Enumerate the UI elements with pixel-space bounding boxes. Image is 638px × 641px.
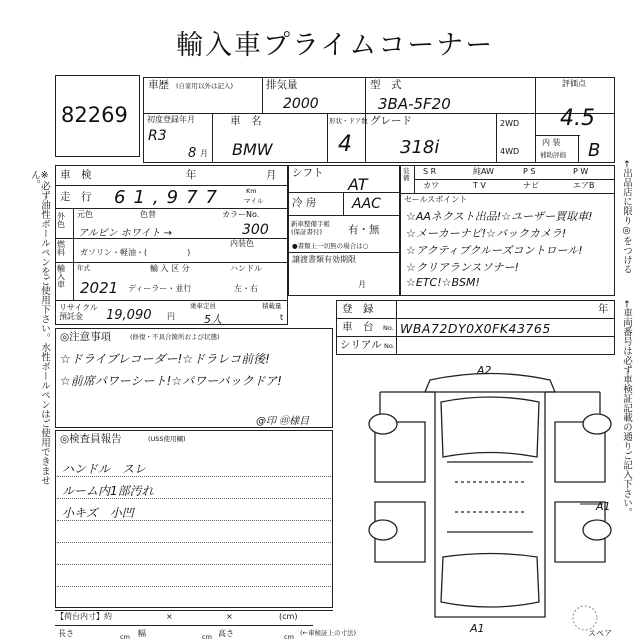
capacity-label: 乗車定員 xyxy=(190,302,216,310)
doors-label: 形状・ドア数 xyxy=(329,117,368,125)
width-unit: cm xyxy=(202,633,212,641)
equip-cell: 純AW xyxy=(473,167,494,176)
interior-sub: 補助評価 xyxy=(540,151,566,159)
shaken-label: 車 検 xyxy=(60,169,92,181)
damage-mark-a1-bottom: A1 xyxy=(470,622,485,635)
recycle-label: リサイクル 預託金 xyxy=(59,303,98,322)
page-title: 輸入車プライムコーナー xyxy=(176,30,495,61)
orig-color-label: 元色 xyxy=(77,210,93,219)
color-no-label: 色替 xyxy=(140,210,156,219)
car-diagram xyxy=(355,362,625,632)
history-sub: (自家用以外は記入) xyxy=(176,82,234,90)
chassis-label: 車 台 xyxy=(342,321,374,333)
color-value: アルピン ホワイト → xyxy=(78,228,173,239)
length-label: 長さ xyxy=(58,629,74,638)
manual-note: ●書類上一切無の場合は○ xyxy=(292,242,369,250)
import-class-value: ディーラー・並行 xyxy=(128,284,192,293)
cargo-label: 【荷台内寸】約 xyxy=(56,612,112,621)
height-unit: cm xyxy=(284,633,294,641)
first-reg-month: 8 xyxy=(188,146,197,161)
capacity-value: 5人 xyxy=(204,313,222,326)
chassis-no-label: No. xyxy=(383,324,394,332)
notes-line-2: ☆前席パワーシート!☆パワーバックドア! xyxy=(60,374,282,388)
width-label: 幅 xyxy=(138,629,146,638)
doors-value: 4 xyxy=(338,132,352,157)
first-reg-label: 初度登録年月 xyxy=(147,115,195,124)
left-note: ※必ず油性ボールペンをご使用下さい。水性ボールペンはご使用できません。 xyxy=(28,170,50,485)
sales-point: ☆クリアランスソナー! xyxy=(406,261,519,274)
reg-label: 登 録 xyxy=(342,303,374,315)
damage-mark-a1-right: A1 xyxy=(596,500,611,513)
notes-signature: @印 ㊞様目 xyxy=(256,416,310,427)
cargo-x2: × xyxy=(226,612,233,621)
first-reg-year: R3 xyxy=(148,128,167,144)
yen-unit: 円 xyxy=(167,312,175,321)
spare-label: スペア xyxy=(588,629,612,638)
color-label: 外 色 xyxy=(57,212,65,229)
fuel-options: ガソリン・軽油・( ) xyxy=(80,248,191,257)
km-unit: Km xyxy=(246,187,257,195)
recycle-value: 19,090 xyxy=(106,308,152,323)
displacement-label: 排気量 xyxy=(266,79,298,91)
interior-label: 内 装 xyxy=(542,138,561,147)
sales-point: ☆ETC!☆BSM! xyxy=(406,276,480,289)
car-name-value: BMW xyxy=(232,140,273,159)
sales-label: セールスポイント xyxy=(404,195,468,204)
drive-4wd: 4WD xyxy=(500,147,520,156)
shift-value: AT xyxy=(348,175,368,194)
score-label: 評価点 xyxy=(562,79,586,88)
height-label: 高さ xyxy=(218,629,234,638)
year-label: 年式 xyxy=(77,264,90,272)
load-label: 積載量 xyxy=(262,302,282,310)
interior-value: B xyxy=(588,140,601,161)
model-value: 3BA-5F20 xyxy=(378,95,451,113)
import-label: 輸 入 車 xyxy=(57,264,65,289)
ac-label: 冷 房 xyxy=(292,197,317,209)
sales-point: ☆アクティブクルーズコントロール! xyxy=(406,244,583,257)
length-unit: cm xyxy=(120,633,130,641)
drive-2wd: 2WD xyxy=(500,119,520,128)
cargo-cm: (cm) xyxy=(279,612,298,621)
serial-no-label: No. xyxy=(384,342,395,350)
import-class-label: 輸 入 区 分 xyxy=(150,264,190,273)
equip-cell: T V xyxy=(473,181,486,190)
mileage-value: 61,977 xyxy=(114,187,225,208)
lot-number: 82269 xyxy=(61,103,128,127)
damage-mark-a2: A2 xyxy=(477,364,492,377)
grade-value: 318i xyxy=(400,137,440,158)
inspector-label: ◎検査員報告 xyxy=(60,433,122,445)
reg-unit: 年 xyxy=(598,303,609,315)
color-code-value: 300 xyxy=(242,222,269,238)
notes-line-1: ☆ドライブレコーダー!☆ドラレコ前後! xyxy=(60,352,270,366)
shift-label: シフト xyxy=(292,167,324,179)
equip-cell: P W xyxy=(573,167,589,176)
equip-cell: エアB xyxy=(573,181,595,190)
equip-cell: P S xyxy=(523,167,536,176)
cargo-x1: × xyxy=(166,612,173,621)
handle-value: 左・右 xyxy=(234,284,258,293)
ac-value: AAC xyxy=(352,196,381,212)
grade-label: グレード xyxy=(370,115,412,127)
fuel-label: 燃 料 xyxy=(57,240,65,257)
right-note-top: ←車両番号は必ず車検証記載の通りご記入下さい。 xyxy=(620,300,632,517)
sales-point: ☆メーカーナビ!☆バックカメラ! xyxy=(406,227,567,240)
handle-label: ハンドル xyxy=(230,264,262,273)
chassis-value: WBA72DY0X0FK43765 xyxy=(400,321,551,336)
load-unit: t xyxy=(280,313,284,322)
equip-cell: ナビ xyxy=(523,181,539,190)
mile-unit: マイル xyxy=(244,197,264,205)
mileage-label: 走 行 xyxy=(60,191,92,203)
notes-label: ◎注意事項 xyxy=(60,331,112,343)
notes-sub: (修復・不具合箇所および状態) xyxy=(130,333,220,341)
shaken-month-unit: 月 xyxy=(266,169,277,181)
manual-label: 新車整備手帳 (保証書付) xyxy=(291,220,330,237)
check-note: (←車検証上の寸法) xyxy=(300,629,357,637)
model-label: 型 式 xyxy=(370,79,402,91)
first-reg-month-unit: 月 xyxy=(200,149,208,158)
doc-expire-month: 月 xyxy=(358,280,366,289)
score-value: 4.5 xyxy=(560,106,595,131)
year-value: 2021 xyxy=(80,279,119,297)
equip-label: 装備 xyxy=(403,167,410,183)
right-note-bottom: ←出品店に限り◎をつける xyxy=(620,160,632,274)
history-label: 車歴 xyxy=(148,79,169,91)
interior-color-label: 内装色 xyxy=(230,239,254,248)
inspector-line-2: ルーム内1部汚れ xyxy=(62,484,154,498)
color-code-label: カラーNo. xyxy=(222,210,260,219)
manual-value: 有・無 xyxy=(348,224,380,236)
inspector-line-1: ハンドル スレ xyxy=(62,462,147,476)
serial-label: シリアル xyxy=(340,339,382,351)
doc-expire-label: 譲渡書類有効期限 xyxy=(292,255,356,264)
shaken-year-unit: 年 xyxy=(186,169,197,181)
equip-cell: カワ xyxy=(423,181,439,190)
car-name-label: 車 名 xyxy=(230,115,262,127)
equip-cell: S R xyxy=(423,167,437,176)
inspector-line-3: 小キズ 小凹 xyxy=(62,506,134,520)
equip-grid xyxy=(415,165,615,193)
sales-point: ☆AAネクスト出品!☆ユーザー買取車! xyxy=(406,210,593,223)
displacement-value: 2000 xyxy=(283,96,319,112)
inspector-sub: (USS使用欄) xyxy=(148,435,186,443)
